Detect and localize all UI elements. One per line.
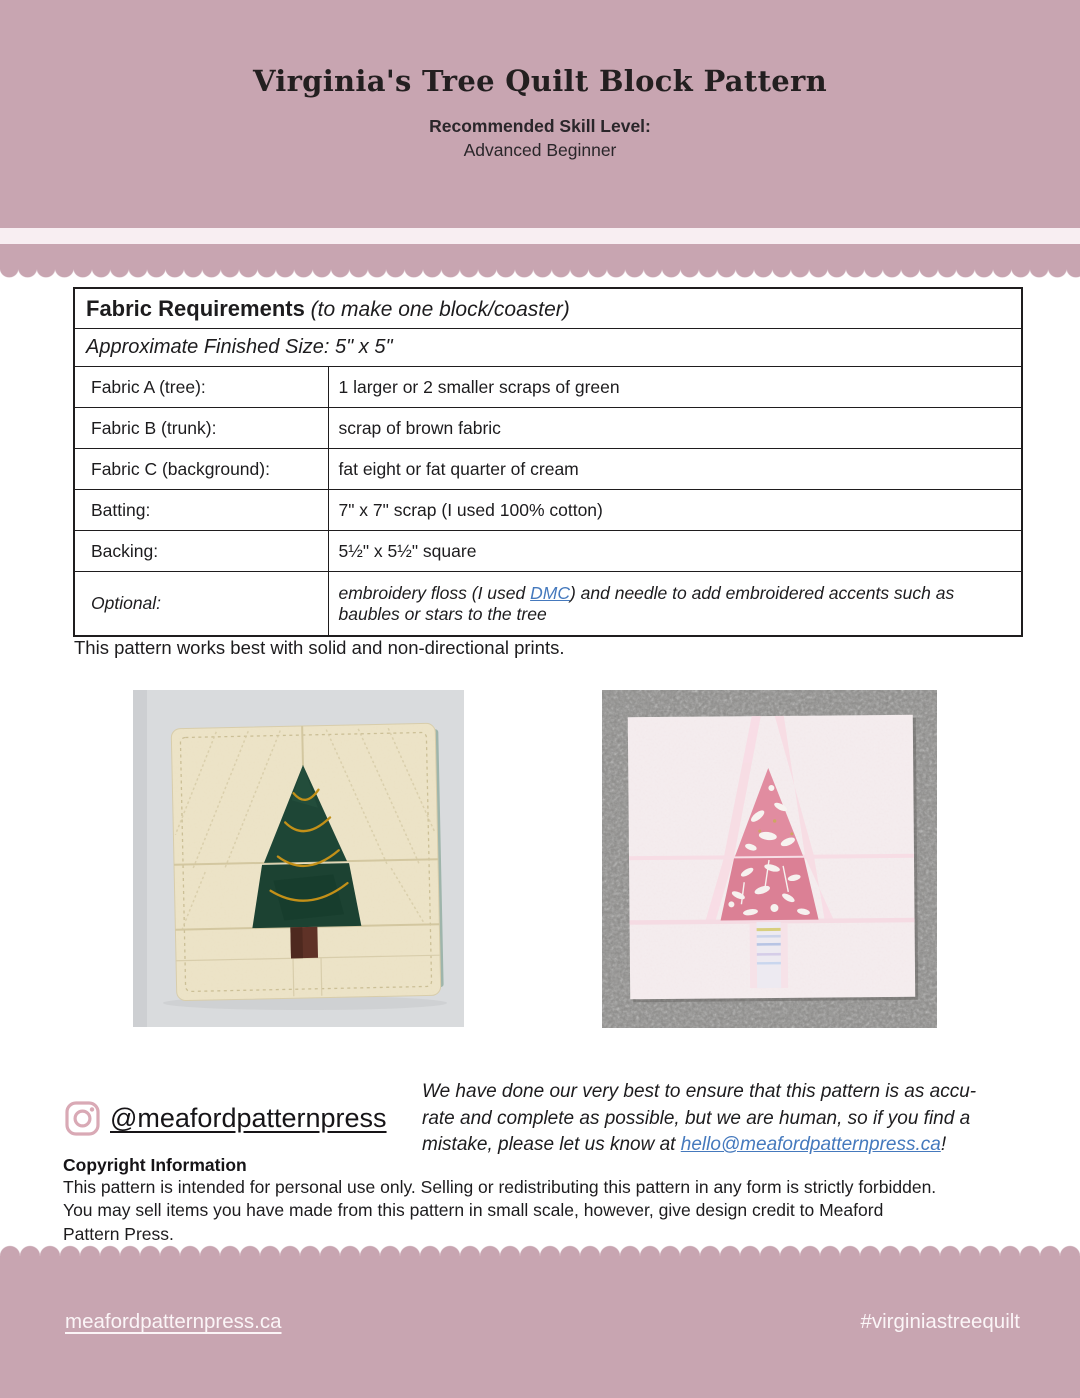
disclaimer-suffix: ! bbox=[940, 1134, 947, 1155]
row-value-optional bbox=[328, 572, 1022, 637]
photo-pink-tree-block bbox=[602, 690, 937, 1028]
optional-text-after: ) and needle to add embroidered accents such as baubles or stars to the tree bbox=[338, 582, 955, 624]
row-label-optional: Optional: bbox=[74, 572, 328, 637]
disclaimer-line-2: rate and complete as possible, but we are human, so if you find a bbox=[422, 1107, 971, 1129]
skill-level-value: Advanced Beginner bbox=[463, 140, 617, 160]
row-value-backing: 5½" x 5½" square bbox=[328, 531, 1022, 572]
instagram-handle-link[interactable]: @meafordpatternpress bbox=[110, 1102, 387, 1133]
table-row bbox=[74, 572, 1022, 637]
copyright-body bbox=[63, 1176, 1043, 1246]
table-row bbox=[74, 490, 1022, 531]
table-title-bold: Fabric Requirements bbox=[86, 295, 305, 321]
optional-text-before: embroidery floss (I used bbox=[338, 582, 531, 603]
table-row bbox=[74, 367, 1022, 408]
table-row bbox=[74, 449, 1022, 490]
hashtag-text: #virginiastreequilt bbox=[860, 1310, 1020, 1333]
row-label-fabric-a: Fabric A (tree): bbox=[74, 367, 328, 408]
copyright-line-1: This pattern is intended for personal use only. Selling or redistributing this pattern in any form is strictly forbidden. bbox=[63, 1177, 937, 1197]
footer-band bbox=[0, 1244, 1080, 1398]
photo-green-tree-coaster bbox=[133, 690, 464, 1027]
pink-divider-band bbox=[0, 244, 1080, 268]
scallop-edge-top bbox=[0, 268, 1080, 279]
email-link[interactable]: hello@meafordpatternpress.ca bbox=[680, 1134, 941, 1155]
row-value-batting: 7" x 7" scrap (I used 100% cotton) bbox=[328, 490, 1022, 531]
fabric-requirements-table bbox=[73, 287, 1023, 637]
table-title-italic: (to make one block/coaster) bbox=[304, 297, 570, 321]
disclaimer-line-3: mistake, please let us know at bbox=[422, 1134, 681, 1155]
row-value-fabric-b: scrap of brown fabric bbox=[328, 408, 1022, 449]
light-divider-band bbox=[0, 228, 1080, 244]
instagram-icon[interactable] bbox=[64, 1100, 101, 1137]
instagram-row bbox=[64, 1096, 387, 1140]
disclaimer-text bbox=[422, 1079, 1038, 1159]
table-title bbox=[74, 288, 1022, 329]
skill-level-label: Recommended Skill Level: bbox=[429, 116, 651, 136]
row-label-fabric-b: Fabric B (trunk): bbox=[74, 408, 328, 449]
scallop-edge-bottom bbox=[0, 1244, 1080, 1256]
copyright-line-2: You may sell items you have made from this pattern in small scale, however, give design credit to Meaford bbox=[63, 1200, 884, 1221]
pattern-note: This pattern works best with solid and non-directional prints. bbox=[74, 637, 565, 658]
row-value-fabric-a: 1 larger or 2 smaller scraps of green bbox=[328, 367, 1022, 408]
dmc-link[interactable]: DMC bbox=[530, 582, 570, 603]
website-link[interactable]: meafordpatternpress.ca bbox=[65, 1310, 282, 1333]
table-row bbox=[74, 408, 1022, 449]
page-title: Virginia's Tree Quilt Block Pattern bbox=[252, 64, 828, 98]
header-band bbox=[0, 0, 1080, 228]
table-row bbox=[74, 531, 1022, 572]
row-label-fabric-c: Fabric C (background): bbox=[74, 449, 328, 490]
copyright-line-3: Pattern Press. bbox=[63, 1223, 174, 1244]
row-label-backing: Backing: bbox=[74, 531, 328, 572]
copyright-heading: Copyright Information bbox=[63, 1155, 247, 1175]
disclaimer-line-1: We have done our very best to ensure that this pattern is as accu- bbox=[422, 1081, 977, 1102]
finished-size-row: Approximate Finished Size: 5" x 5" bbox=[74, 329, 1022, 367]
row-label-batting: Batting: bbox=[74, 490, 328, 531]
row-value-fabric-c: fat eight or fat quarter of cream bbox=[328, 449, 1022, 490]
